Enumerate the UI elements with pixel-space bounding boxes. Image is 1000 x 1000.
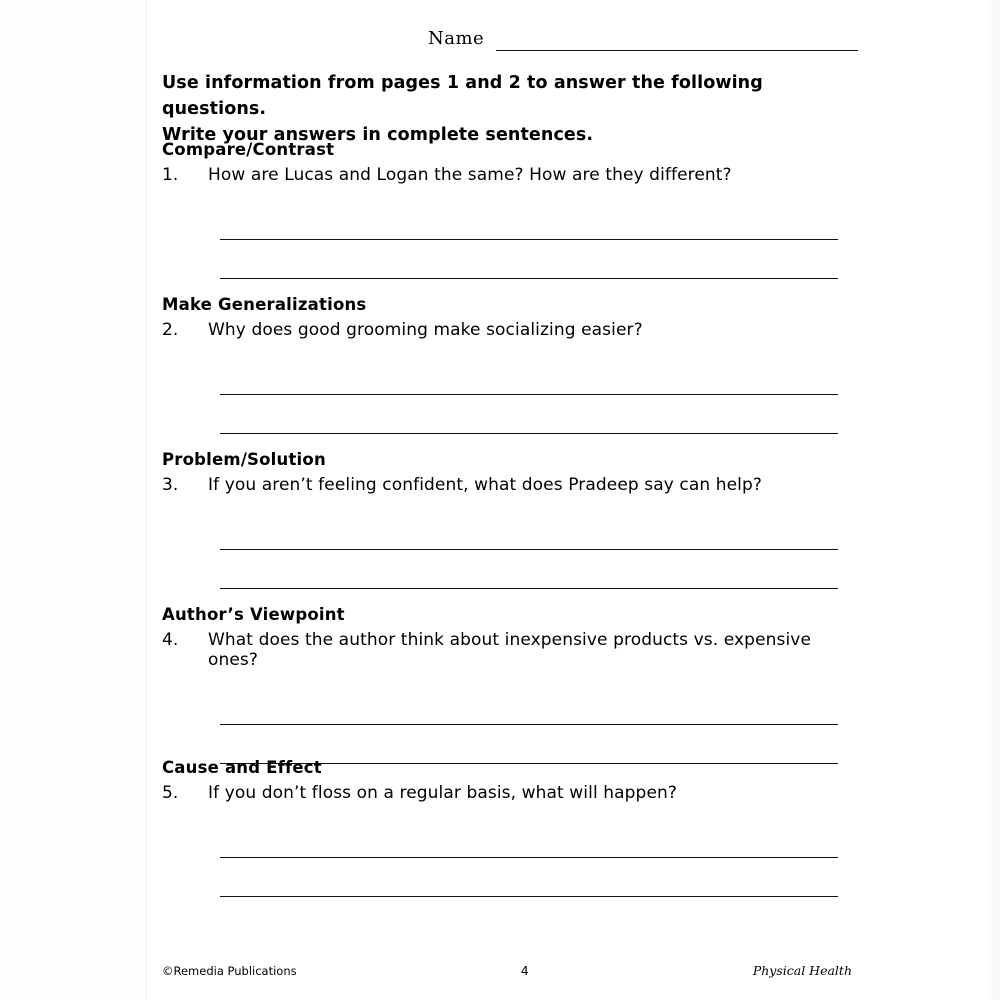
answer-line[interactable] (220, 511, 838, 550)
question-text-2: Why does good grooming make socializing easier? (208, 320, 643, 340)
answer-line[interactable] (220, 819, 838, 858)
question-number-4: 4. (162, 630, 179, 650)
name-label: Name (428, 28, 485, 49)
question-block-2 (162, 295, 852, 434)
question-line-4 (162, 630, 852, 670)
question-text-3: If you aren’t feeling confident, what does Pradeep say can help? (208, 475, 763, 495)
answer-line[interactable] (220, 686, 838, 725)
answer-lines-3 (220, 511, 838, 589)
answer-lines-1 (220, 201, 838, 279)
question-block-1 (162, 140, 852, 279)
question-number-1: 1. (162, 165, 179, 185)
page-left-margin (0, 0, 147, 1000)
book-title: Physical Health (752, 963, 852, 978)
skill-heading-2: Make Generalizations (162, 295, 367, 314)
answer-line[interactable] (220, 858, 838, 897)
answer-lines-4 (220, 686, 838, 764)
question-line-3 (162, 475, 852, 495)
name-field-row (428, 28, 858, 51)
question-line-5 (162, 783, 852, 803)
name-input-line[interactable] (496, 34, 858, 51)
question-number-2: 2. (162, 320, 179, 340)
question-line-2 (162, 320, 852, 340)
answer-line[interactable] (220, 240, 838, 279)
question-block-3 (162, 450, 852, 589)
answer-line[interactable] (220, 550, 838, 589)
question-number-3: 3. (162, 475, 179, 495)
skill-heading-1: Compare/Contrast (162, 140, 335, 159)
instructions-line-2: Write your answers in complete sentences. (162, 125, 594, 145)
question-block-5 (162, 758, 852, 897)
question-number-5: 5. (162, 783, 179, 803)
skill-heading-5: Cause and Effect (162, 758, 322, 777)
answer-line[interactable] (220, 395, 838, 434)
page-right-margin (988, 0, 1000, 1000)
question-text-1: How are Lucas and Logan the same? How are they different? (208, 165, 732, 185)
instructions-line-1: Use information from pages 1 and 2 to answer the following questions. (162, 73, 763, 119)
answer-line[interactable] (220, 356, 838, 395)
skill-heading-4: Author’s Viewpoint (162, 605, 345, 624)
page-number: 4 (520, 963, 529, 978)
question-block-4 (162, 605, 852, 764)
question-line-1 (162, 165, 852, 185)
question-text-4: What does the author think about inexpensive products vs. expensive ones? (208, 630, 812, 670)
question-text-5: If you don’t floss on a regular basis, what will happen? (208, 783, 678, 803)
instructions (162, 70, 852, 148)
answer-line[interactable] (220, 201, 838, 240)
copyright-notice: ©Remedia Publications (162, 963, 297, 978)
skill-heading-3: Problem/Solution (162, 450, 326, 469)
answer-lines-5 (220, 819, 838, 897)
page-footer (162, 963, 852, 978)
answer-lines-2 (220, 356, 838, 434)
page-content (152, 0, 858, 1000)
